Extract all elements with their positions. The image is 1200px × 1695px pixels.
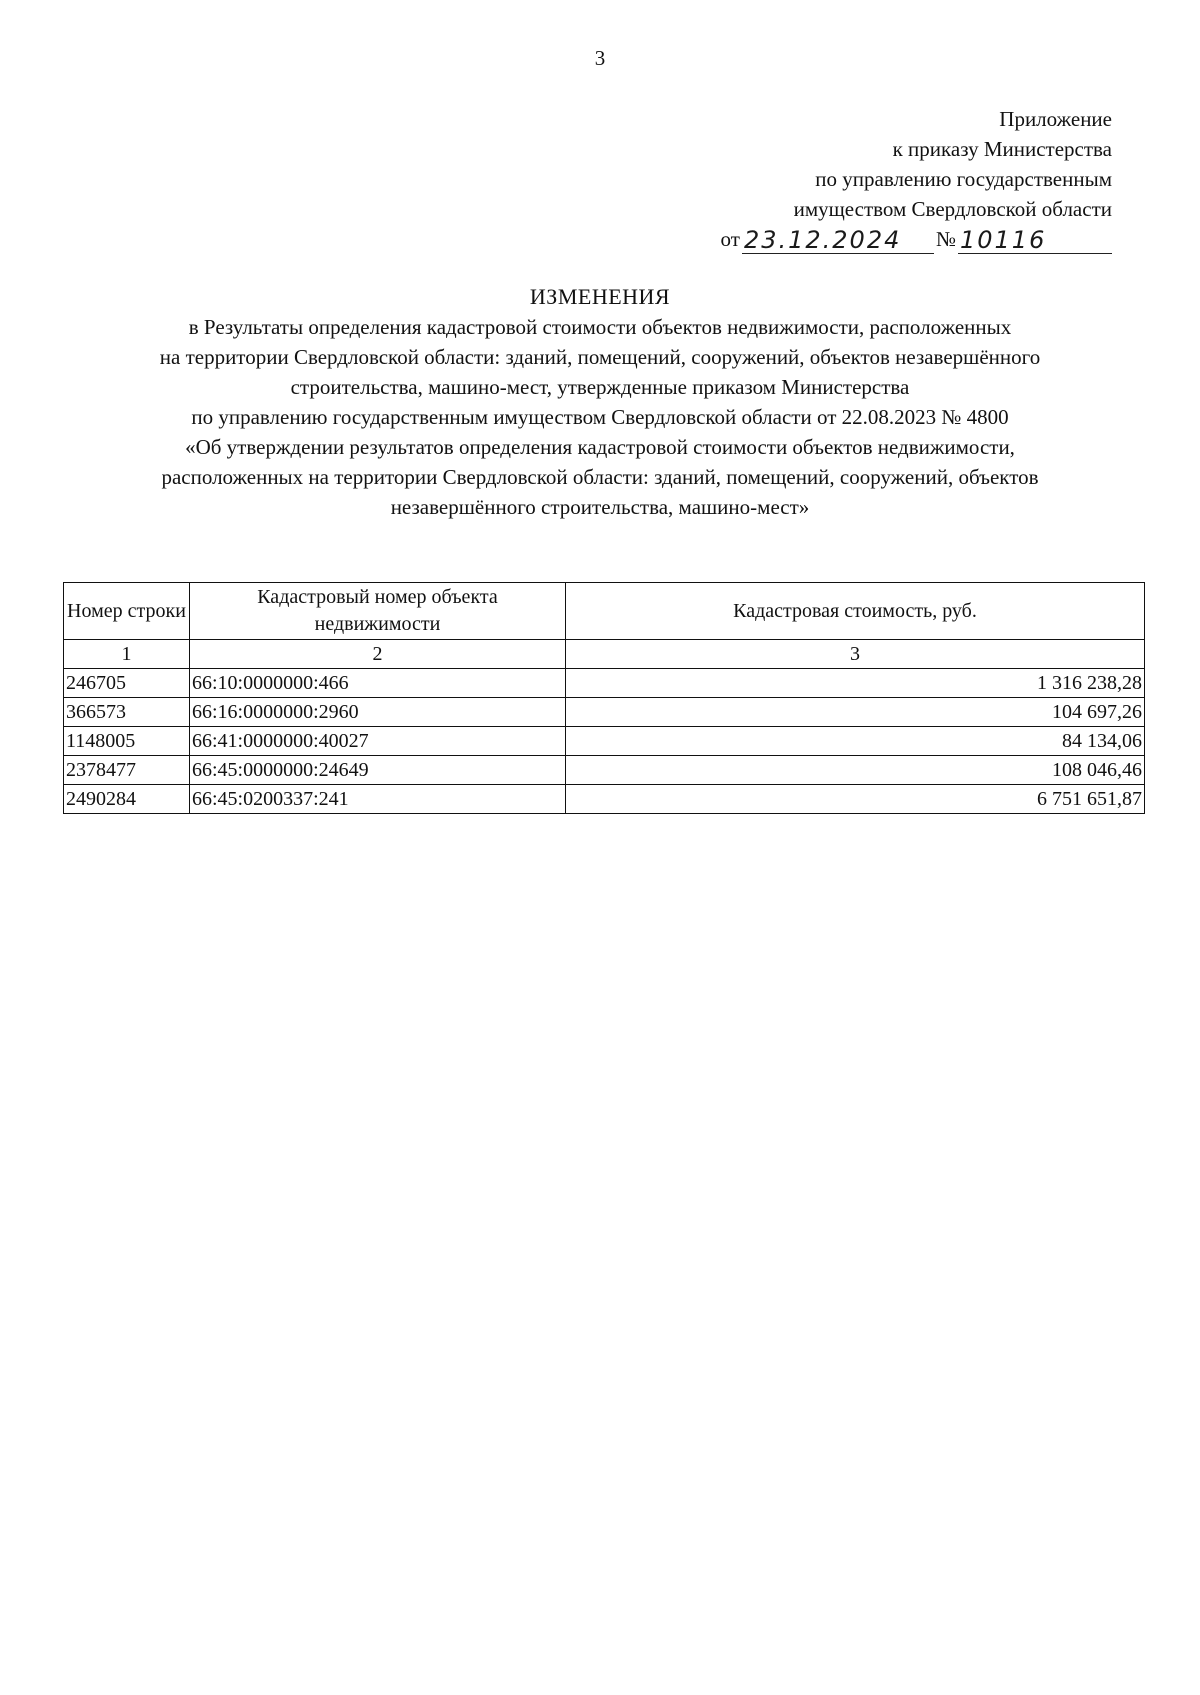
header-cadastral-number: Кадастровый номер объекта недвижимости [190, 583, 566, 640]
appendix-line: имуществом Свердловской области [793, 197, 1112, 221]
subtitle-line: строительства, машино-мест, утвержденные приказом Министерства [290, 375, 910, 399]
appendix-line: к приказу Министерства [892, 137, 1112, 161]
subtitle-line: в Результаты определения кадастровой стоимости объектов недвижимости, расположенных [188, 315, 1012, 339]
table-row [64, 727, 1145, 756]
handwritten-date: 23.12.2024 [742, 227, 934, 254]
subtitle-line: по управлению государственным имуществом Свердловской области от 22.08.2023 № 4800 [191, 405, 1009, 429]
column-number: 3 [566, 640, 1145, 669]
appendix-reference [721, 224, 1112, 254]
column-number: 2 [190, 640, 566, 669]
header-cadastral-value: Кадастровая стоимость, руб. [566, 583, 1145, 640]
cadastral-number-cell: 66:45:0200337:241 [190, 785, 566, 814]
subtitle-line: расположенных на территории Свердловской области: зданий, помещений, сооружений, объектов [161, 465, 1039, 489]
page-number: 3 [594, 46, 606, 70]
cadastral-table [63, 582, 1145, 814]
row-number-cell: 366573 [64, 698, 190, 727]
table-column-numbers-row [64, 640, 1145, 669]
header-row-number: Номер строки [64, 583, 190, 640]
cadastral-value-cell: 6 751 651,87 [566, 785, 1145, 814]
cadastral-value-cell: 84 134,06 [566, 727, 1145, 756]
subtitle-line: на территории Свердловской области: зданий, помещений, сооружений, объектов незавершённого [159, 345, 1041, 369]
appendix-line: Приложение [999, 107, 1112, 131]
cadastral-value-cell: 108 046,46 [566, 756, 1145, 785]
cadastral-value-cell: 1 316 238,28 [566, 669, 1145, 698]
handwritten-number: 10116 [958, 227, 1112, 254]
row-number-cell: 246705 [64, 669, 190, 698]
column-number: 1 [64, 640, 190, 669]
subtitle-line: незавершённого строительства, машино-мест» [390, 495, 810, 519]
ref-prefix: от [720, 227, 740, 251]
cadastral-number-cell: 66:45:0000000:24649 [190, 756, 566, 785]
title-block [80, 282, 1120, 522]
appendix-line: по управлению государственным [815, 167, 1112, 191]
table-row [64, 785, 1145, 814]
cadastral-number-cell: 66:10:0000000:466 [190, 669, 566, 698]
table-row [64, 669, 1145, 698]
ref-number-sign: № [935, 227, 956, 251]
table-header-row [64, 583, 1145, 640]
cadastral-value-cell: 104 697,26 [566, 698, 1145, 727]
row-number-cell: 1148005 [64, 727, 190, 756]
row-number-cell: 2490284 [64, 785, 190, 814]
cadastral-number-cell: 66:41:0000000:40027 [190, 727, 566, 756]
table-row [64, 756, 1145, 785]
row-number-cell: 2378477 [64, 756, 190, 785]
subtitle-line: «Об утверждении результатов определения кадастровой стоимости объектов недвижимости, [185, 435, 1015, 459]
cadastral-number-cell: 66:16:0000000:2960 [190, 698, 566, 727]
appendix-block [721, 104, 1112, 254]
table-row [64, 698, 1145, 727]
document-title: ИЗМЕНЕНИЯ [529, 284, 671, 309]
